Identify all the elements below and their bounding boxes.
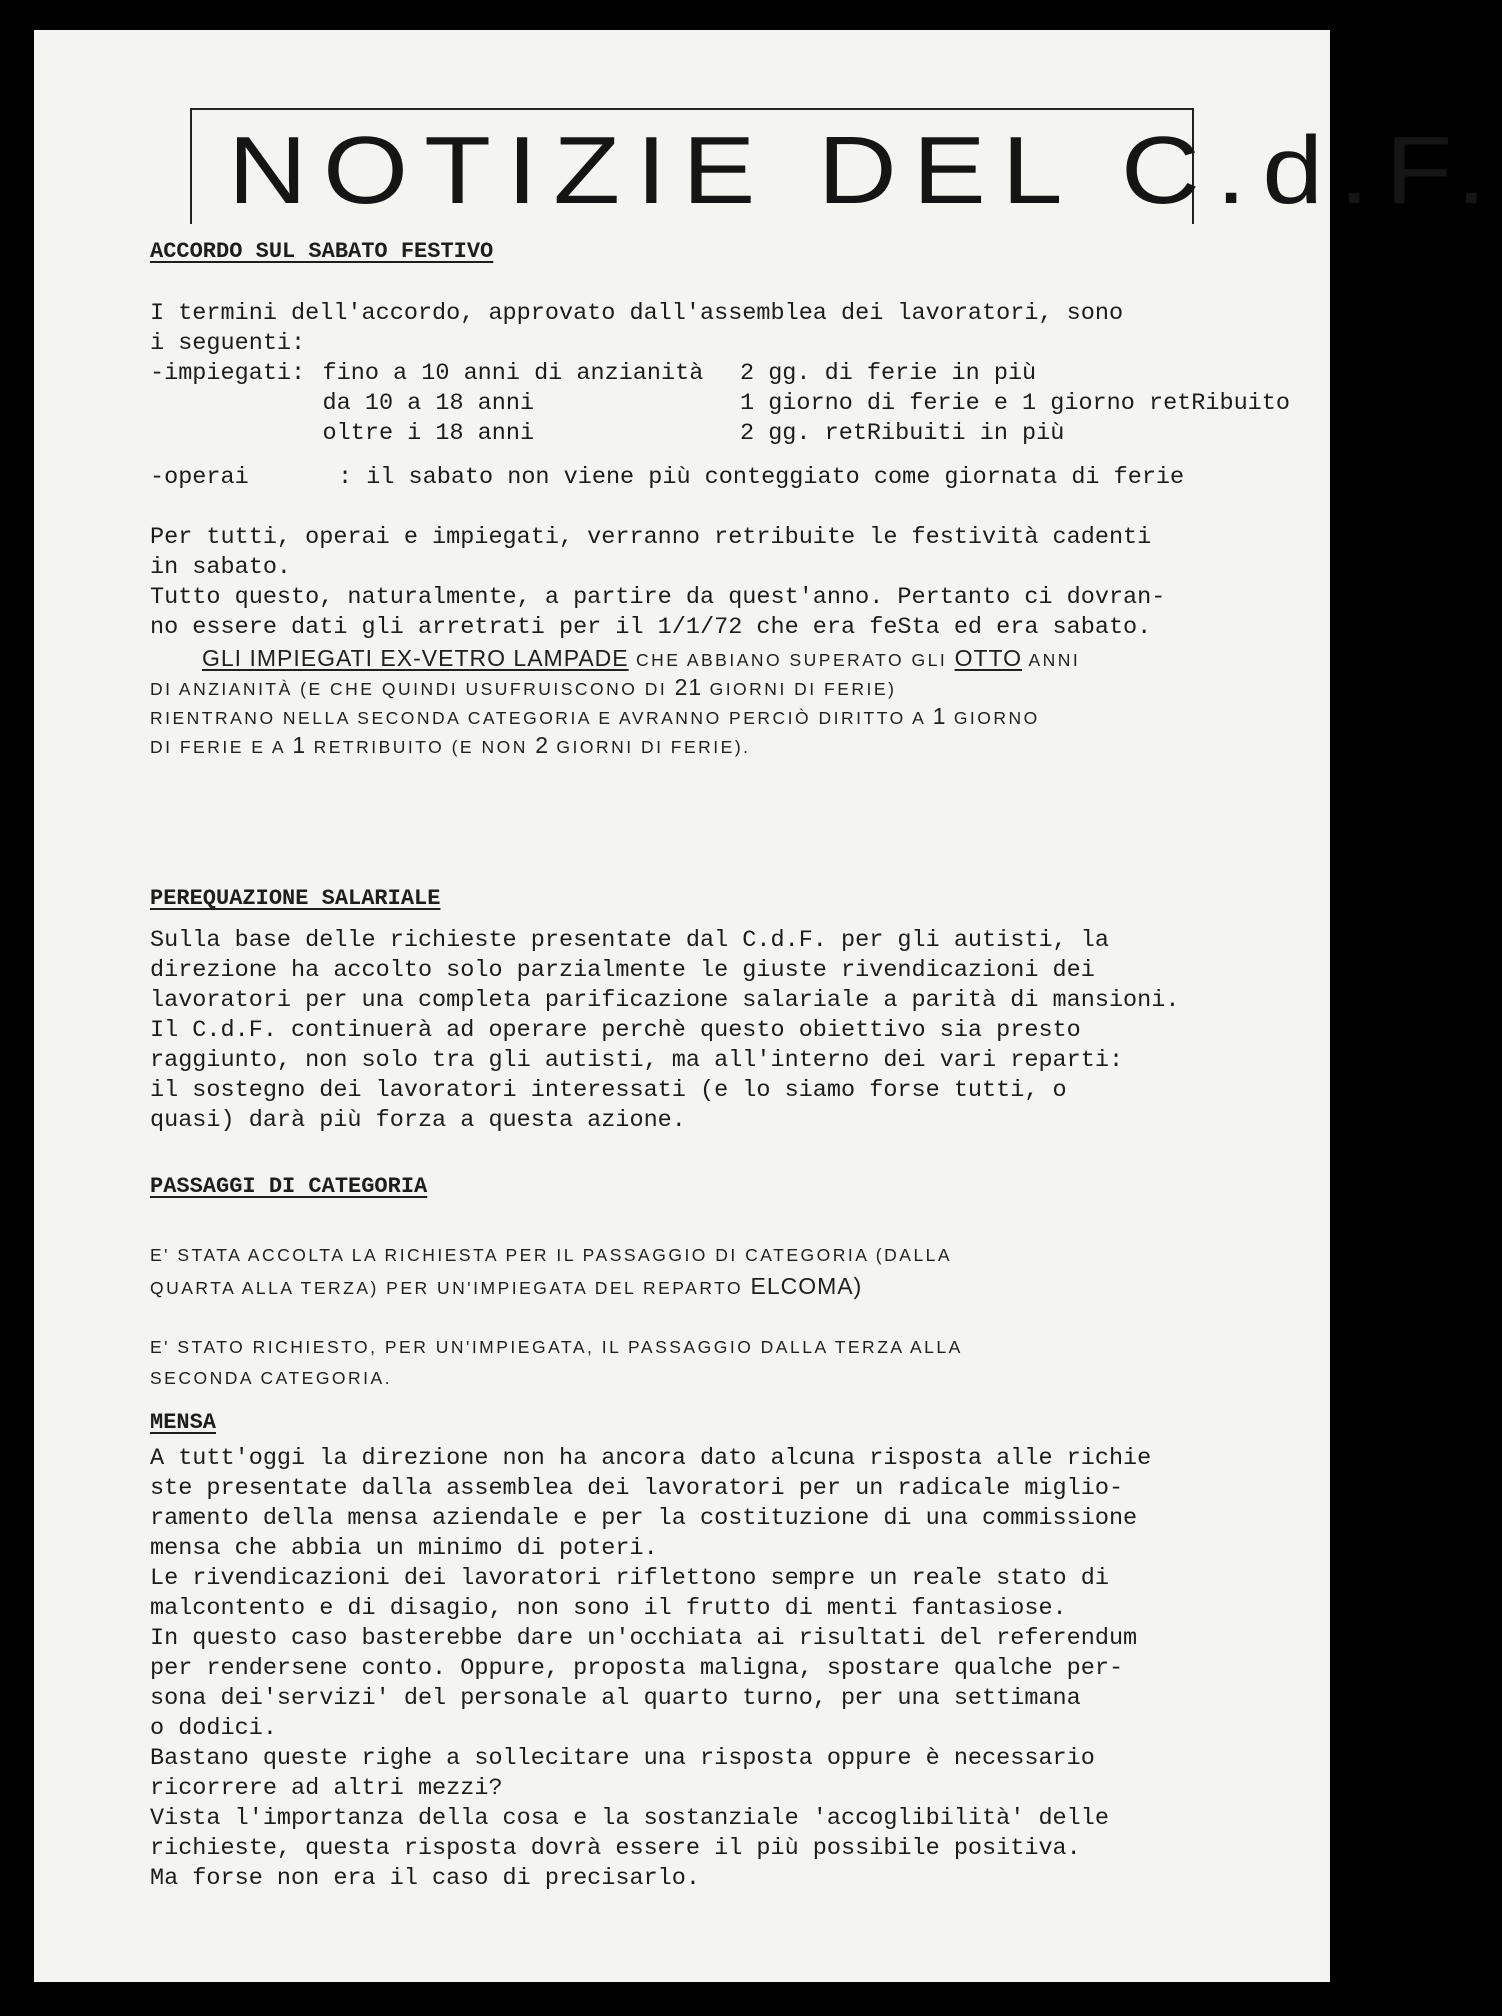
- perequazione-line: Il C.d.F. continuerà ad operare perchè questo obiettivo sia presto: [150, 1017, 1081, 1044]
- note-text: CHE ABBIANO SUPERATO GLI: [628, 650, 955, 670]
- perequazione-line: quasi) darà più forza a questa azione.: [150, 1107, 686, 1134]
- mensa-line: A tutt'oggi la direzione non ha ancora dato alcuna risposta alle richie: [150, 1445, 1152, 1472]
- impiegati-benefit: 1 giorno di ferie e 1 giorno retRibuito: [740, 390, 1290, 417]
- note-number: 1: [292, 732, 307, 758]
- table-row: [150, 419, 1290, 449]
- mensa-line: ramento della mensa aziendale e per la costituzione di una commissione: [150, 1505, 1138, 1532]
- note-otto: OTTO: [954, 645, 1023, 671]
- section-sabato-festivo: [150, 237, 1290, 761]
- mensa-line: Vista l'importanza della cosa e la sostanziale 'accoglibilità' delle: [150, 1805, 1109, 1832]
- note-text: DI FERIE E A: [150, 737, 293, 757]
- table-row: [150, 359, 1290, 389]
- masthead-box: [190, 108, 1502, 224]
- note-text: GIORNI DI FERIE): [702, 679, 897, 699]
- ex-vetro-note: [150, 643, 1290, 761]
- sabato-body-line: no essere dati gli arretrati per il 1/1/72 che era feSta ed era sabato.: [150, 614, 1152, 641]
- heading-mensa: MENSA: [150, 1410, 217, 1435]
- sabato-body-line: in sabato.: [150, 554, 292, 581]
- perequazione-line: lavoratori per una completa parificazione salariale a parità di mansioni.: [150, 987, 1180, 1014]
- note-number: 1: [932, 703, 947, 729]
- note-text: RETRIBUITO (E NON: [306, 737, 536, 757]
- note-number: 2: [535, 732, 549, 758]
- sabato-body-line: Tutto questo, naturalmente, a partire da quest'anno. Pertanto ci dovran-: [150, 584, 1166, 611]
- sabato-body-line: Per tutti, operai e impiegati, verranno retribuite le festività cadenti: [150, 524, 1152, 551]
- note-lead: GLI IMPIEGATI EX-VETRO LAMPADE: [202, 645, 629, 671]
- impiegati-benefit: 2 gg. retRibuiti in più: [740, 420, 1065, 447]
- section-mensa: [150, 1408, 1290, 1894]
- note-text: GIORNO: [946, 708, 1040, 728]
- passaggi-line: SECONDA CATEGORIA.: [150, 1368, 393, 1388]
- impiegati-range: da 10 a 18 anni: [322, 390, 535, 417]
- mensa-line: richieste, questa risposta dovrà essere il più possibile positiva.: [150, 1835, 1081, 1862]
- sabato-intro-line: I termini dell'accordo, approvato dall'assemblea dei lavoratori, sono: [150, 300, 1124, 327]
- sabato-intro-line: i seguenti:: [150, 330, 306, 357]
- impiegati-terms-table: [150, 359, 1290, 449]
- table-row: [150, 389, 1290, 419]
- mensa-line: sona dei'servizi' del personale al quarto turno, per una settimana: [150, 1685, 1081, 1712]
- masthead-title: NOTIZIE DEL C.d.F.: [228, 117, 1502, 224]
- impiegati-label: -impiegati:: [150, 360, 306, 387]
- mensa-line: malcontento e di disagio, non sono il frutto di menti fantasiose.: [150, 1595, 1067, 1622]
- mensa-line: In questo caso basterebbe dare un'occhiata ai risultati del referendum: [150, 1625, 1138, 1652]
- operai-label: -operai: [150, 464, 249, 491]
- document-page: [34, 30, 1502, 1982]
- heading-passaggi: PASSAGGI DI CATEGORIA: [150, 1174, 428, 1199]
- perequazione-line: raggiunto, non solo tra gli autisti, ma all'interno dei vari reparti:: [150, 1047, 1124, 1074]
- impiegati-range: fino a 10 anni di anzianità: [322, 360, 704, 387]
- elcoma-label: ELCOMA): [750, 1273, 863, 1299]
- operai-terms-table: [150, 463, 1184, 493]
- perequazione-line: direzione ha accolto solo parzialmente le giuste rivendicazioni dei: [150, 957, 1095, 984]
- impiegati-range: oltre i 18 anni: [322, 420, 535, 447]
- note-number: 21: [674, 674, 703, 700]
- mensa-line: Ma forse non era il caso di precisarlo.: [150, 1865, 700, 1892]
- note-text: DI ANZIANITÀ (E CHE QUINDI USUFRUISCONO DI: [150, 679, 675, 699]
- operai-text: : il sabato non viene più conteggiato come giornata di ferie: [338, 464, 1185, 491]
- perequazione-line: Sulla base delle richieste presentate dal C.d.F. per gli autisti, la: [150, 927, 1109, 954]
- section-passaggi: [150, 1172, 1290, 1394]
- mensa-line: o dodici.: [150, 1715, 277, 1742]
- passaggi-text: QUARTA ALLA TERZA) PER UN'IMPIEGATA DEL REPARTO: [150, 1278, 751, 1298]
- impiegati-benefit: 2 gg. di ferie in più: [740, 360, 1037, 387]
- mensa-line: ste presentate dalla assemblea dei lavoratori per un radicale miglio-: [150, 1475, 1124, 1502]
- mensa-line: per rendersene conto. Oppure, proposta maligna, spostare qualche per-: [150, 1655, 1124, 1682]
- table-row: [150, 463, 1184, 493]
- heading-sabato-festivo: ACCORDO SUL SABATO FESTIVO: [150, 239, 494, 264]
- mensa-line: mensa che abbia un minimo di poteri.: [150, 1535, 658, 1562]
- section-perequazione: [150, 884, 1290, 1136]
- mensa-line: Bastano queste righe a sollecitare una risposta oppure è necessario: [150, 1745, 1095, 1772]
- perequazione-line: il sostegno dei lavoratori interessati (e lo siamo forse tutti, o: [150, 1077, 1067, 1104]
- note-text: GIORNI DI FERIE).: [549, 737, 751, 757]
- passaggi-line: E' STATO RICHIESTO, PER UN'IMPIEGATA, IL PASSAGGIO DALLA TERZA ALLA: [150, 1337, 963, 1357]
- mensa-line: ricorrere ad altri mezzi?: [150, 1775, 503, 1802]
- mensa-line: Le rivendicazioni dei lavoratori riflettono sempre un reale stato di: [150, 1565, 1109, 1592]
- note-text: ANNI: [1022, 650, 1081, 670]
- passaggi-line: E' STATA ACCOLTA LA RICHIESTA PER IL PASSAGGIO DI CATEGORIA (DALLA: [150, 1245, 953, 1265]
- note-text: RIENTRANO NELLA SECONDA CATEGORIA E AVRANNO PERCIÒ DIRITTO A: [150, 708, 933, 728]
- heading-perequazione: PEREQUAZIONE SALARIALE: [150, 886, 441, 911]
